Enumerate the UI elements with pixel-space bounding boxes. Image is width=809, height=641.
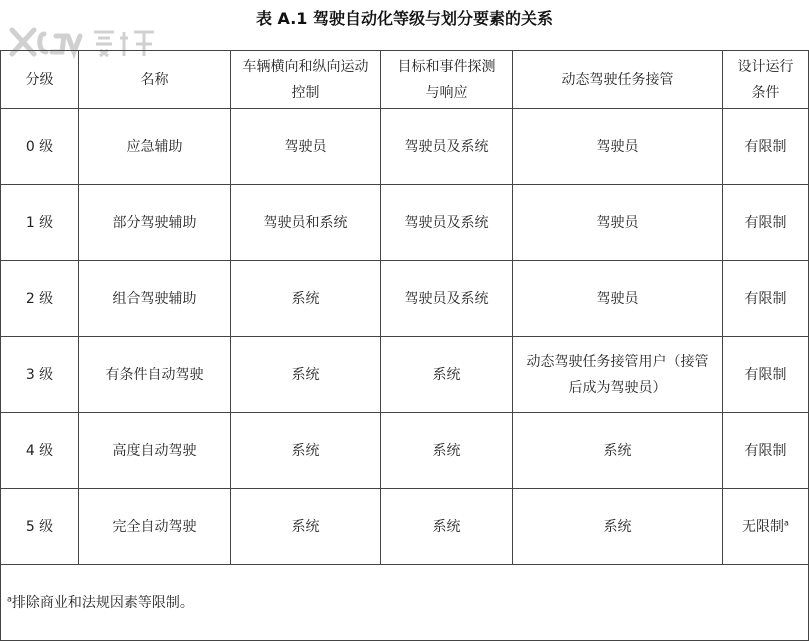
footnote-marker: a xyxy=(7,593,12,603)
cell-odd xyxy=(723,489,809,565)
cell-motion-control: 驾驶员和系统 xyxy=(231,185,381,261)
cell-level: 5 级 xyxy=(1,489,79,565)
cell-name: 完全自动驾驶 xyxy=(79,489,231,565)
header-odd: 设计运行条件 xyxy=(723,51,809,109)
header-name: 名称 xyxy=(79,51,231,109)
header-level: 分级 xyxy=(1,51,79,109)
cell-oedr: 系统 xyxy=(381,337,513,413)
cell-level: 0 级 xyxy=(1,109,79,185)
footnote-marker: a xyxy=(784,517,789,527)
cell-oedr: 驾驶员及系统 xyxy=(381,185,513,261)
cell-ddt-fallback: 驾驶员 xyxy=(513,185,723,261)
cell-ddt-fallback: 系统 xyxy=(513,413,723,489)
header-motion-control: 车辆横向和纵向运动控制 xyxy=(231,51,381,109)
cell-oedr: 驾驶员及系统 xyxy=(381,109,513,185)
cell-ddt-fallback: 动态驾驶任务接管用户（接管后成为驾驶员） xyxy=(513,337,723,413)
cell-odd-text: 无限制 xyxy=(742,518,785,535)
footnote-row xyxy=(1,565,809,641)
cell-oedr: 系统 xyxy=(381,489,513,565)
automation-levels-table xyxy=(0,50,809,641)
table-row xyxy=(1,109,809,185)
cell-ddt-fallback: 系统 xyxy=(513,489,723,565)
cell-name: 部分驾驶辅助 xyxy=(79,185,231,261)
cell-name: 组合驾驶辅助 xyxy=(79,261,231,337)
cell-motion-control: 系统 xyxy=(231,489,381,565)
cell-odd: 有限制 xyxy=(723,185,809,261)
header-oedr: 目标和事件探测与响应 xyxy=(381,51,513,109)
cell-name: 应急辅助 xyxy=(79,109,231,185)
table-row xyxy=(1,185,809,261)
cell-odd: 有限制 xyxy=(723,261,809,337)
cell-odd: 有限制 xyxy=(723,337,809,413)
footnote-cell xyxy=(1,565,809,641)
cell-motion-control: 驾驶员 xyxy=(231,109,381,185)
cell-motion-control: 系统 xyxy=(231,413,381,489)
table-row xyxy=(1,489,809,565)
cell-oedr: 驾驶员及系统 xyxy=(381,261,513,337)
table-title: 表 A.1 驾驶自动化等级与划分要素的关系 xyxy=(255,9,554,28)
table-header-row xyxy=(1,51,809,109)
cell-level: 3 级 xyxy=(1,337,79,413)
table-row xyxy=(1,413,809,489)
cell-name: 有条件自动驾驶 xyxy=(79,337,231,413)
cell-ddt-fallback: 驾驶员 xyxy=(513,261,723,337)
cell-name: 高度自动驾驶 xyxy=(79,413,231,489)
cell-odd: 有限制 xyxy=(723,109,809,185)
cell-motion-control: 系统 xyxy=(231,337,381,413)
cell-motion-control: 系统 xyxy=(231,261,381,337)
cell-level: 2 级 xyxy=(1,261,79,337)
cell-ddt-fallback: 驾驶员 xyxy=(513,109,723,185)
footnote-text: 排除商业和法规因素等限制。 xyxy=(11,594,194,611)
cell-odd: 有限制 xyxy=(723,413,809,489)
cell-level: 4 级 xyxy=(1,413,79,489)
cell-oedr: 系统 xyxy=(381,413,513,489)
table-row xyxy=(1,337,809,413)
cell-level: 1 级 xyxy=(1,185,79,261)
header-ddt-fallback: 动态驾驶任务接管 xyxy=(513,51,723,109)
table-row xyxy=(1,261,809,337)
